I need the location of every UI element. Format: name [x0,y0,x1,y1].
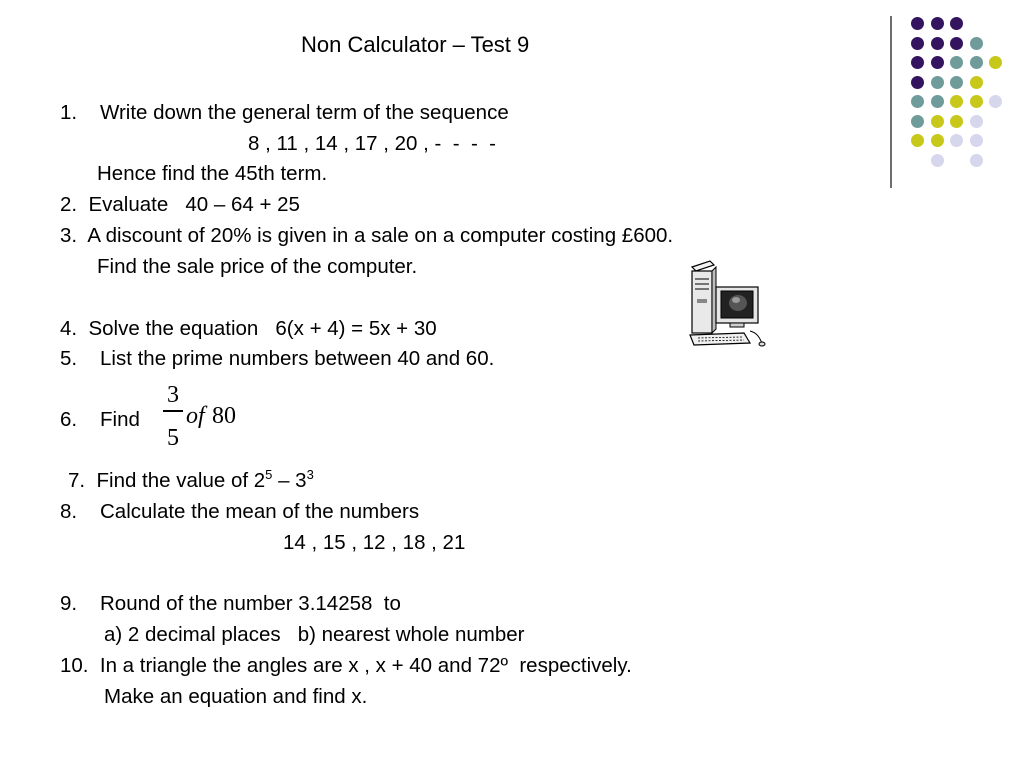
q9-text: Round of the number 3.14258 to [100,592,401,615]
computer-icon [688,259,766,347]
q7-middle: – 3 [272,469,307,492]
decorative-dot [950,115,963,128]
decorative-dot [931,134,944,147]
decorative-dot [931,37,944,50]
of-word: of [186,403,205,429]
decorative-dot [989,95,1002,108]
decorative-dot [970,56,983,69]
decorative-dot [911,95,924,108]
q10-text: 10. In a triangle the angles are x , x + 40 and 72º respectively. [60,654,632,677]
page-title: Non Calculator – Test 9 [301,32,530,57]
q8-number: 8. [60,500,78,523]
decorative-dot [970,76,983,89]
q1-text: Write down the general term of the sequence [100,101,509,124]
decorative-dot [950,37,963,50]
decorative-dot [950,17,963,30]
decorative-dot [911,56,924,69]
q9-number: 9. [60,592,78,615]
decorative-dot [970,95,983,108]
q7-text [68,469,314,493]
q5-number: 5. [60,347,78,370]
decorative-dot [950,134,963,147]
q6-text: Find [100,408,140,431]
decorative-dot [970,37,983,50]
decorative-dot [911,37,924,50]
fraction-denominator: 5 [167,425,179,451]
q4-text: 4. Solve the equation 6(x + 4) = 5x + 30 [60,317,437,340]
q3-continuation: Find the sale price of the computer. [97,255,418,278]
fraction-numerator: 3 [167,382,179,408]
decorative-dot [911,17,924,30]
decorative-dot [931,76,944,89]
q7-exponent-1: 5 [265,467,273,483]
q6-number: 6. [60,408,78,431]
q1-number: 1. [60,101,78,124]
decorative-dot [931,17,944,30]
decorative-dot [931,115,944,128]
decorative-dot [931,56,944,69]
decorative-dot [950,76,963,89]
q8-numbers: 14 , 15 , 12 , 18 , 21 [283,531,466,554]
q7-prefix: 7. Find the value of 2 [68,469,266,492]
decorative-dot [911,115,924,128]
divider-line [890,16,892,188]
decorative-dot [970,134,983,147]
fraction-bar [163,410,183,412]
decorative-dot [950,95,963,108]
q3-text: 3. A discount of 20% is given in a sale on a computer costing £600. [60,224,674,247]
fraction-value: 80 [212,403,236,429]
decorative-dot [970,154,983,167]
decorative-dot [931,154,944,167]
decorative-dot [911,76,924,89]
q1-sequence: 8 , 11 , 14 , 17 , 20 , - - - - [248,132,497,155]
decorative-dot [970,115,983,128]
q5-text: List the prime numbers between 40 and 60. [100,347,495,370]
decorative-dot [950,56,963,69]
q8-text: Calculate the mean of the numbers [100,500,420,523]
decorative-dot [911,134,924,147]
q2-text: 2. Evaluate 40 – 64 + 25 [60,193,300,216]
q10-continuation: Make an equation and find x. [104,685,368,708]
decorative-dot [931,95,944,108]
q9-continuation: a) 2 decimal places b) nearest whole number [104,623,525,646]
q7-exponent-2: 3 [306,467,314,483]
q1-continuation: Hence find the 45th term. [97,162,328,185]
decorative-dot [989,56,1002,69]
